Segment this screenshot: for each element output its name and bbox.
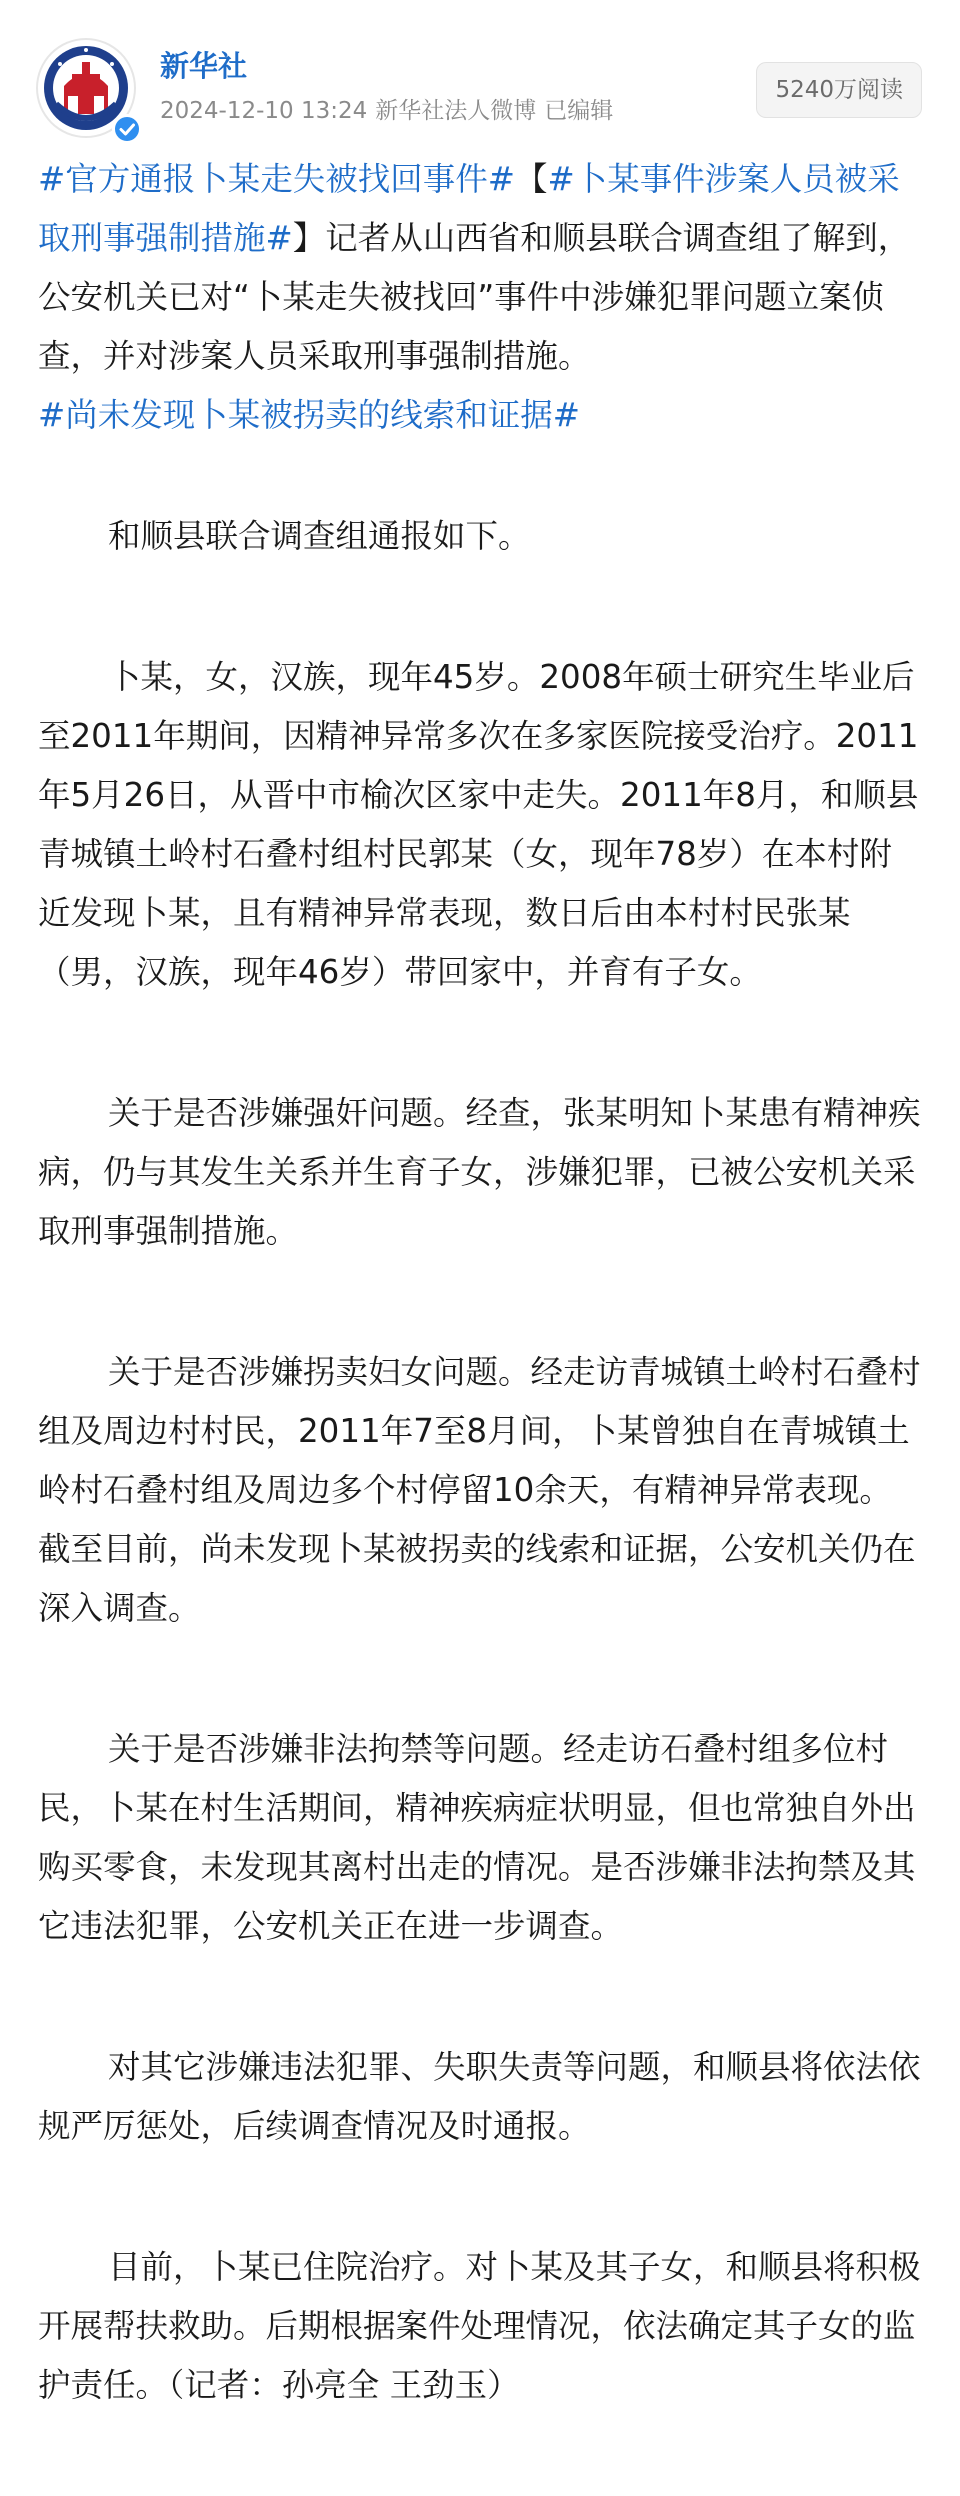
paragraph-other-crimes: 对其它涉嫌违法犯罪、失职失责等问题，和顺县将依法依规严厉惩处，后续调查情况及时通报。 xyxy=(38,2048,921,2145)
paragraph-intro: 和顺县联合调查组通报如下。 xyxy=(108,517,531,555)
author-name[interactable]: 新华社 xyxy=(160,49,248,83)
post-timestamp: 2024-12-10 13:24 xyxy=(160,98,368,124)
post-source[interactable]: 新华社法人微博 xyxy=(375,98,537,124)
post-body xyxy=(38,150,922,2415)
lead-paragraph xyxy=(38,150,922,445)
edited-label[interactable]: 已编辑 xyxy=(544,98,614,124)
read-count-badge: 5240万阅读 xyxy=(756,62,922,118)
hashtag-suspects-detained[interactable]: #卜某事件涉案人员被采取刑事强制措施# xyxy=(38,160,900,257)
verified-badge-icon xyxy=(112,114,142,144)
hashtag-no-trafficking-evidence[interactable]: #尚未发现卜某被拐卖的线索和证据# xyxy=(38,396,580,434)
post-meta xyxy=(160,94,621,128)
paragraph-background: 卜某，女，汉族，现年45岁。2008年硕士研究生毕业后至2011年期间，因精神异常多次在多家医院接受治疗。2011年5月26日，从晋中市榆次区家中走失。2011年8月，和顺县青城镇土岭村石叠村组村民郭某（女，现年78岁）在本村附近发现卜某，且有精神异常表现，数日后由本村村民张某（男，汉族，现年46岁）带回家中，并育有子女。 xyxy=(38,658,919,991)
lead-text: 记者从山西省和顺县联合调查组了解到，公安机关已对“卜某走失被找回”事件中涉嫌犯罪问题立案侦查，并对涉案人员采取刑事强制措施。 xyxy=(38,219,911,375)
paragraph-current-status: 目前，卜某已住院治疗。对卜某及其子女，和顺县将积极开展帮扶救助。后期根据案件处理情况，依法确定其子女的监护责任。（记者：孙亮全 王劲玉） xyxy=(38,2248,921,2404)
post-header xyxy=(0,0,960,150)
bracket-close: 】 xyxy=(292,219,326,257)
bracket-open: 【 xyxy=(514,160,548,198)
paragraph-detention-question: 关于是否涉嫌非法拘禁等问题。经走访石叠村组多位村民，卜某在村生活期间，精神疾病症状明显，但也常独自外出购买零食，未发现其离村出走的情况。是否涉嫌非法拘禁及其它违法犯罪，公安机关正在进一步调查。 xyxy=(38,1730,916,1945)
hashtag-official-report[interactable]: #官方通报卜某走失被找回事件# xyxy=(38,160,515,198)
paragraph-rape-question: 关于是否涉嫌强奸问题。经查，张某明知卜某患有精神疾病，仍与其发生关系并生育子女，涉嫌犯罪，已被公安机关采取刑事强制措施。 xyxy=(38,1094,921,1250)
paragraph-trafficking-question: 关于是否涉嫌拐卖妇女问题。经走访青城镇土岭村石叠村组及周边村村民，2011年7至8月间，卜某曾独自在青城镇土岭村石叠村组及周边多个村停留10余天，有精神异常表现。截至目前，尚未发现卜某被拐卖的线索和证据，公安机关仍在深入调查。 xyxy=(38,1353,921,1627)
